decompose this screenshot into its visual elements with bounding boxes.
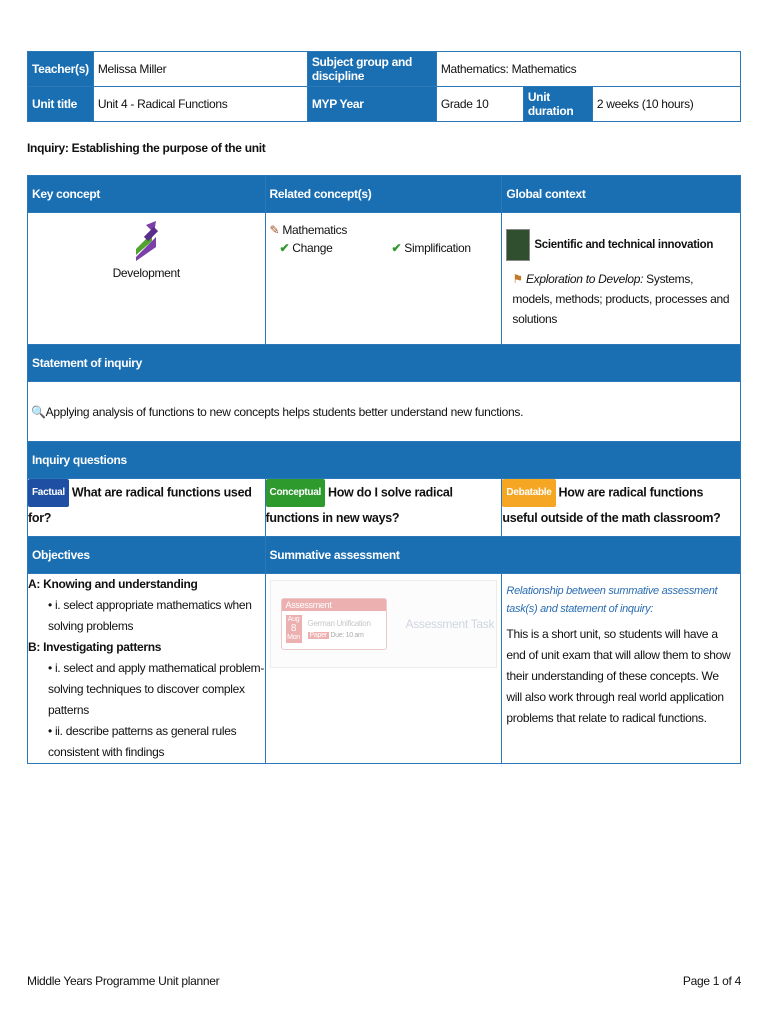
objective-item: • i. select and apply mathematical problem-solving techniques to discover complex patterns: [48, 661, 265, 717]
check-icon: ✔: [279, 241, 290, 255]
related-item: ✔ Simplification: [391, 241, 471, 255]
exploration-text: ⚑ Exploration to Develop: Systems, models, methods; products, processes and solutions: [512, 272, 730, 326]
subject-label: Subject group and discipline: [307, 52, 436, 87]
due-time: Due: 10 am: [330, 632, 364, 639]
assessment-card-header: Assessment: [282, 599, 386, 611]
date-badge: Aug 8 Mon: [287, 616, 300, 641]
conceptual-tag: Conceptual: [266, 479, 325, 507]
summative-header: Summative assessment: [265, 537, 740, 574]
factual-tag: Factual: [28, 479, 69, 507]
relationship-title: Relationship between summative assessment task(s) and statement of inquiry:: [506, 585, 718, 615]
teacher-value: Melissa Miller: [93, 52, 307, 87]
relationship-text: This is a short unit, so students will have a end of unit exam that will allow them to show their understanding of these concepts. We will also work through real world application problems that relate to radical functions.: [506, 627, 731, 725]
inquiry-questions-header: Inquiry questions: [28, 442, 741, 479]
global-context-title: Scientific and technical innovation: [534, 239, 714, 251]
unit-title-label: Unit title: [28, 87, 94, 122]
objective-b-title: B: Investigating patterns: [28, 640, 162, 654]
unit-title-value: Unit 4 - Radical Functions: [93, 87, 307, 122]
related-concepts-cell: [265, 213, 502, 345]
related-item: ✔ Change: [279, 241, 333, 255]
assessment-task-label: Assessment Task: [405, 617, 495, 631]
objective-item: • ii. describe patterns as general rules consistent with findings: [48, 724, 237, 759]
assessment-card[interactable]: [270, 580, 498, 668]
relationship-cell: [502, 574, 741, 764]
global-context-cell: [502, 213, 741, 345]
check-icon: ✔: [391, 241, 402, 255]
myp-year-label: MYP Year: [307, 87, 436, 122]
key-concept-value: Development: [112, 266, 180, 280]
magnifier-icon: 🔍: [31, 404, 46, 419]
footer-page-number: Page 1 of 4: [682, 974, 741, 988]
objective-a-title: A: Knowing and understanding: [28, 577, 198, 591]
unit-duration-value: 2 weeks (10 hours): [592, 87, 740, 122]
statement-cell: [28, 382, 741, 442]
signpost-icon: ⚑: [512, 272, 523, 286]
myp-year-value: Grade 10: [436, 87, 523, 122]
statement-header: Statement of inquiry: [28, 345, 741, 382]
teacher-label: Teacher(s): [28, 52, 94, 87]
assessment-card-title: German Unification: [307, 619, 371, 628]
footer-left: Middle Years Programme Unit planner: [27, 974, 220, 988]
key-concept-cell: [28, 213, 266, 345]
summative-card-cell: [265, 574, 502, 764]
objectives-cell: [28, 574, 266, 764]
purpose-title: Inquiry: Establishing the purpose of the unit: [27, 141, 266, 155]
debatable-question: Debatable How are radical functions useful outside of the math classroom?: [502, 479, 741, 537]
global-context-header: Global context: [502, 176, 741, 213]
unit-duration-label: Unit duration: [523, 87, 592, 122]
mathematics-icon: ✎: [269, 223, 280, 237]
development-icon: [28, 219, 265, 264]
conceptual-question: Conceptual How do I solve radical functions in new ways?: [265, 479, 502, 537]
related-subject: Mathematics: [282, 223, 348, 237]
related-concepts-header: Related concept(s): [265, 176, 502, 213]
debatable-tag: Debatable: [502, 479, 555, 507]
unit-header-table: [27, 51, 741, 122]
inquiry-table: [27, 175, 741, 764]
objectives-header: Objectives: [28, 537, 266, 574]
factual-question: Factual What are radical functions used for?: [28, 479, 266, 537]
objective-item: • i. select appropriate mathematics when solving problems: [48, 598, 252, 633]
statement-text: Applying analysis of functions to new concepts helps students better understand new functions.: [45, 404, 524, 419]
paper-badge: Paper: [309, 632, 327, 639]
computer-icon: [506, 229, 530, 261]
subject-value: Mathematics: Mathematics: [436, 52, 740, 87]
key-concept-header: Key concept: [28, 176, 266, 213]
